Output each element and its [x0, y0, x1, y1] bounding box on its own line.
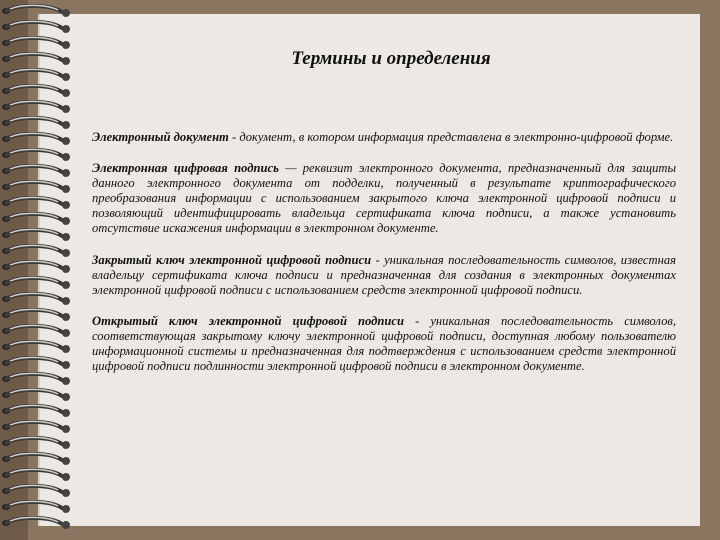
- term-definition: — реквизит электронного документа, предназначенный для защиты данного электронного документа от подделки, полученный в результате криптографического преобразования информации с использованием закрытого ключа электронной цифровой подписи и позволяющий идентифицировать владельца сертификата ключа подписи, а также установить отсутствие искажения информации в электронном документе.: [92, 161, 676, 236]
- definitions-list: [92, 130, 676, 390]
- notebook-binding: [0, 0, 84, 540]
- term-label: Открытый ключ электронной цифровой подписи: [92, 313, 405, 328]
- term-label: Закрытый ключ электронной цифровой подписи: [92, 252, 372, 267]
- definition-item: [92, 314, 676, 374]
- definition-item: [92, 253, 676, 298]
- slide-title: Термины и определения: [291, 48, 491, 69]
- term-label: Электронная цифровая подпись: [92, 161, 279, 176]
- definition-item: [92, 130, 676, 145]
- definition-item: [92, 161, 676, 236]
- term-definition: - уникальная последовательность символов, известная владельцу сертификата ключа подписи и предназначенная для создания в электронных документах электронной цифровой подписи с использованием средств электронной цифровой подписи.: [92, 252, 676, 297]
- term-definition: - документ, в котором информация представлена в электронно-цифровой форме.: [228, 130, 674, 144]
- term-label: Электронный документ: [92, 130, 229, 144]
- term-definition: - уникальная последовательность символов, соответствующая закрытому ключу электронной цифровой подписи, доступная любому пользователю информационной системы и предназначенная для подтверждения с использованием средств электронной цифровой подписи подлинности электронной цифровой подписи в электронном документе.: [92, 313, 676, 374]
